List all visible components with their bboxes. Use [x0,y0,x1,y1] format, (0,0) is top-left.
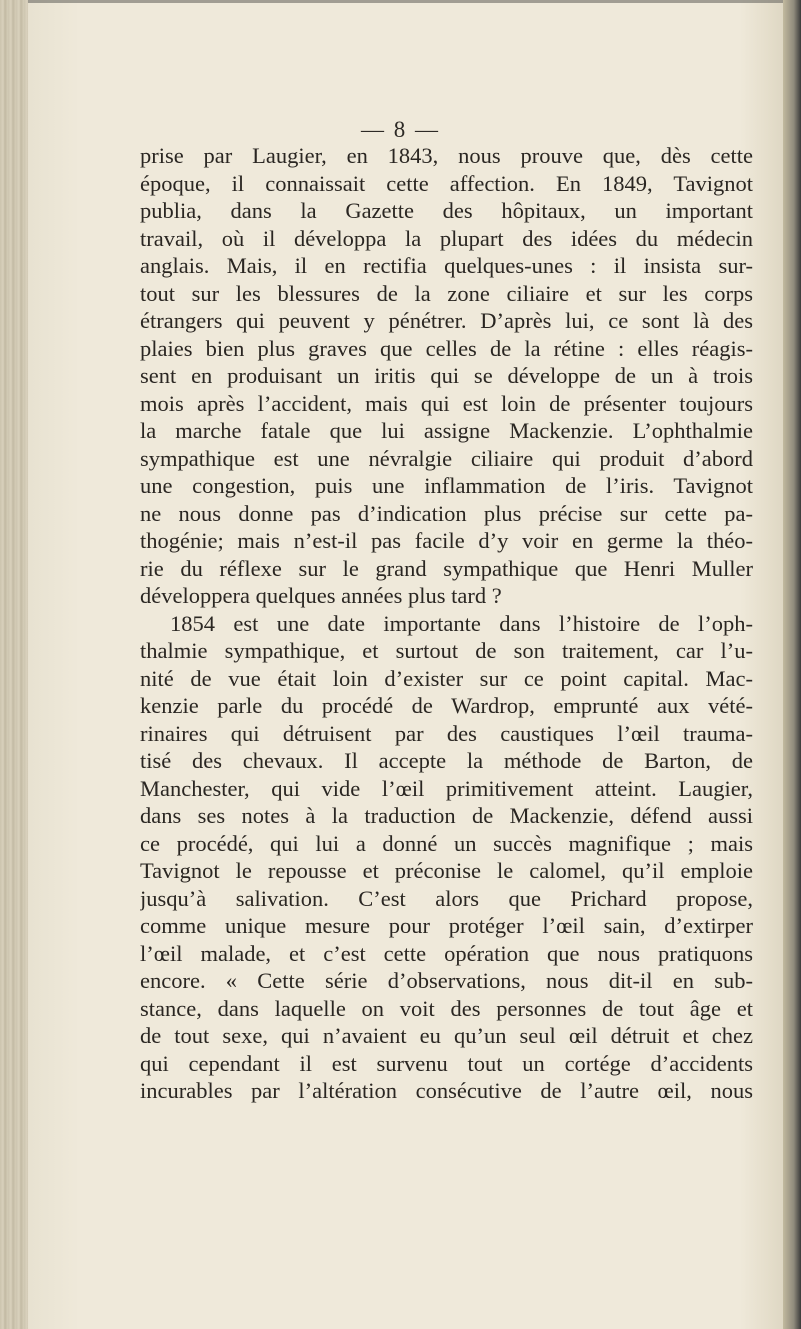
text-line: plaies bien plus graves que celles de la rétine : elles réagis- [140,335,753,361]
text-line: sent en produisant un iritis qui se développe de un à trois [140,363,753,388]
text-line: de tout sexe, qui n’avaient eu qu’un seul œil détruit et chez [140,1023,753,1048]
text-line: prise par Laugier, en 1843, nous prouve que, dès cette [140,143,753,168]
text-line: étrangers qui peuvent y pénétrer. D’après lui, ce sont là des [140,308,753,333]
text-line: rie du réflexe sur le grand sympathique que Henri Muller [140,555,753,581]
text-line: époque, il connaissait cette affection. En 1849, Tavignot [140,170,753,196]
text-line: jusqu’à salivation. C’est alors que Prichard propose, [140,885,753,911]
text-line: publia, dans la Gazette des hôpitaux, un important [140,198,753,223]
text-line: incurables par l’altération consécutive de l’autre œil, nous [140,1078,753,1103]
text-line: l’œil malade, et c’est cette opération que nous pratiquons [140,940,753,966]
text-line: tout sur les blessures de la zone ciliaire et sur les corps [140,280,753,306]
text-line: développera quelques années plus tard ? [140,583,502,608]
text-line: stance, dans laquelle on voit des personnes de tout âge et [140,995,753,1021]
text-line: ne nous donne pas d’indication plus précise sur cette pa- [140,500,753,526]
page-binding-edge [0,0,28,1329]
text-line: comme unique mesure pour protéger l’œil sain, d’extirper [140,913,753,938]
text-line: nité de vue était loin d’exister sur ce point capital. Mac- [140,665,753,691]
text-line: ce procédé, qui lui a donné un succès magnifique ; mais [140,830,753,856]
text-line: rinaires qui détruisent par des caustiques l’œil trauma- [140,720,753,746]
text-line: thogénie; mais n’est-il pas facile d’y voir en germe la théo- [140,528,753,553]
text-line: qui cependant il est survenu tout un cortége d’accidents [140,1050,753,1076]
text-line: mois après l’accident, mais qui est loin de présenter toujours [140,390,753,416]
text-line: dans ses notes à la traduction de Mackenzie, défend aussi [140,803,753,828]
text-line: travail, où il développa la plupart des idées du médecin [140,225,753,251]
text-line: kenzie parle du procédé de Wardrop, emprunté aux vété- [140,693,753,718]
text-line: Tavignot le repousse et préconise le calomel, qu’il emploie [140,858,753,883]
text-line: thalmie sympathique, et surtout de son traitement, car l’u- [140,638,753,663]
text-line: tisé des chevaux. Il accepte la méthode de Barton, de [140,748,753,773]
text-line: encore. « Cette série d’observations, nous dit-il en sub- [140,968,753,993]
text-line: 1854 est une date importante dans l’histoire de l’oph- [170,610,753,636]
text-line: Manchester, qui vide l’œil primitivement atteint. Laugier, [140,775,753,801]
page-right-edge [783,0,801,1329]
body-text [140,142,753,1105]
page-number: — 8 — [361,117,440,142]
text-line: une congestion, puis une inflammation de l’iris. Tavignot [140,473,753,498]
text-line: la marche fatale que lui assigne Mackenzie. L’ophthalmie [140,418,753,443]
page-top-edge [28,0,783,3]
text-line: sympathique est une névralgie ciliaire qui produit d’abord [140,445,753,471]
text-line: anglais. Mais, il en rectifia quelques-unes : il insista sur- [140,253,753,278]
